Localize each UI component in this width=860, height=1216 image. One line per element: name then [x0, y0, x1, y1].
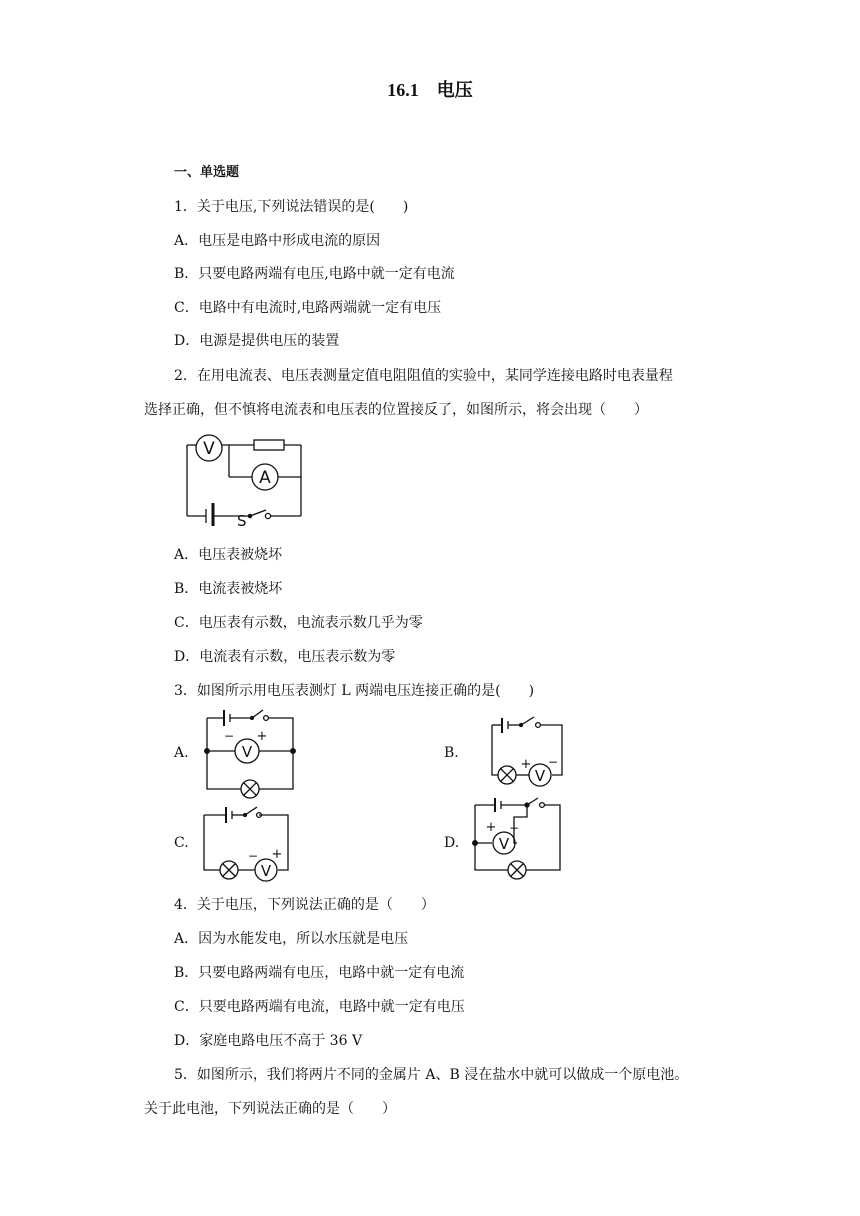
svg-text:−: −	[547, 755, 559, 769]
q3-option-d-circuit	[470, 795, 570, 885]
svg-text:V: V	[498, 835, 510, 853]
svg-text:+: +	[271, 847, 283, 862]
q2-stem-line2: 选择正确，但不慎将电流表和电压表的位置接反了，如图所示，将会出现（ ）	[144, 402, 648, 418]
q3-option-a-label: A.	[174, 745, 189, 761]
q3-option-c-circuit	[196, 800, 296, 880]
q1-option-b: B．只要电路两端有电压,电路中就一定有电流	[174, 266, 455, 282]
q5-stem-line2: 关于此电池，下列说法正确的是（ ）	[144, 1101, 396, 1117]
svg-text:−: −	[223, 729, 235, 743]
q2-circuit-diagram	[180, 430, 310, 530]
svg-text:+: +	[256, 729, 268, 744]
svg-text:V: V	[241, 743, 253, 761]
q2-option-d: D．电流表有示数，电压表示数为零	[174, 649, 396, 665]
q2-option-c: C．电压表有示数，电流表示数几乎为零	[174, 615, 423, 631]
q5-stem-line1: 5．如图所示，我们将两片不同的金属片 A、B 浸在盐水中就可以做成一个原电池。	[174, 1067, 689, 1083]
svg-text:−: −	[247, 849, 259, 863]
q1-stem: 1．关于电压,下列说法错误的是( )	[174, 199, 409, 215]
svg-text:+: +	[520, 757, 532, 772]
q2-option-a: A．电压表被烧坏	[174, 547, 283, 563]
q2-option-b: B．电流表被烧坏	[174, 581, 283, 597]
q4-option-c: C．只要电路两端有电流，电路中就一定有电压	[174, 999, 465, 1015]
q1-option-d: D．电源是提供电压的装置	[174, 333, 340, 349]
q4-stem: 4．关于电压，下列说法正确的是（ ）	[174, 897, 435, 913]
q4-option-b: B．只要电路两端有电压，电路中就一定有电流	[174, 965, 465, 981]
page-title	[0, 76, 860, 102]
q4-option-d: D．家庭电路电压不高于 36 V	[174, 1033, 363, 1049]
q3-option-b-label: B.	[444, 745, 459, 761]
svg-text:V: V	[260, 862, 272, 880]
section-heading: 一、单选题	[174, 165, 240, 180]
svg-text:−: −	[508, 821, 520, 835]
title-number: 16.1	[387, 80, 419, 100]
q3-option-c-label: C.	[174, 835, 189, 851]
q2-voltmeter-label: V	[203, 439, 215, 459]
q2-ammeter-label: A	[259, 468, 271, 488]
q3-stem: 3．如图所示用电压表测灯 L 两端电压连接正确的是( )	[174, 683, 535, 699]
q3-option-b-circuit	[482, 703, 582, 803]
q2-switch-label: S	[237, 512, 247, 530]
q3-option-d-label: D.	[444, 835, 460, 851]
q2-stem-line1: 2．在用电流表、电压表测量定值电阻阻值的实验中，某同学连接电路时电表量程	[174, 368, 673, 384]
svg-text:+: +	[485, 820, 497, 835]
q1-option-c: C．电路中有电流时,电路两端就一定有电压	[174, 300, 442, 316]
title-text: 电压	[436, 80, 473, 100]
q3-option-a-circuit	[200, 703, 300, 803]
q4-option-a: A．因为水能发电，所以水压就是电压	[174, 931, 409, 947]
svg-text:V: V	[534, 767, 546, 785]
q1-option-a: A．电压是电路中形成电流的原因	[174, 233, 381, 249]
